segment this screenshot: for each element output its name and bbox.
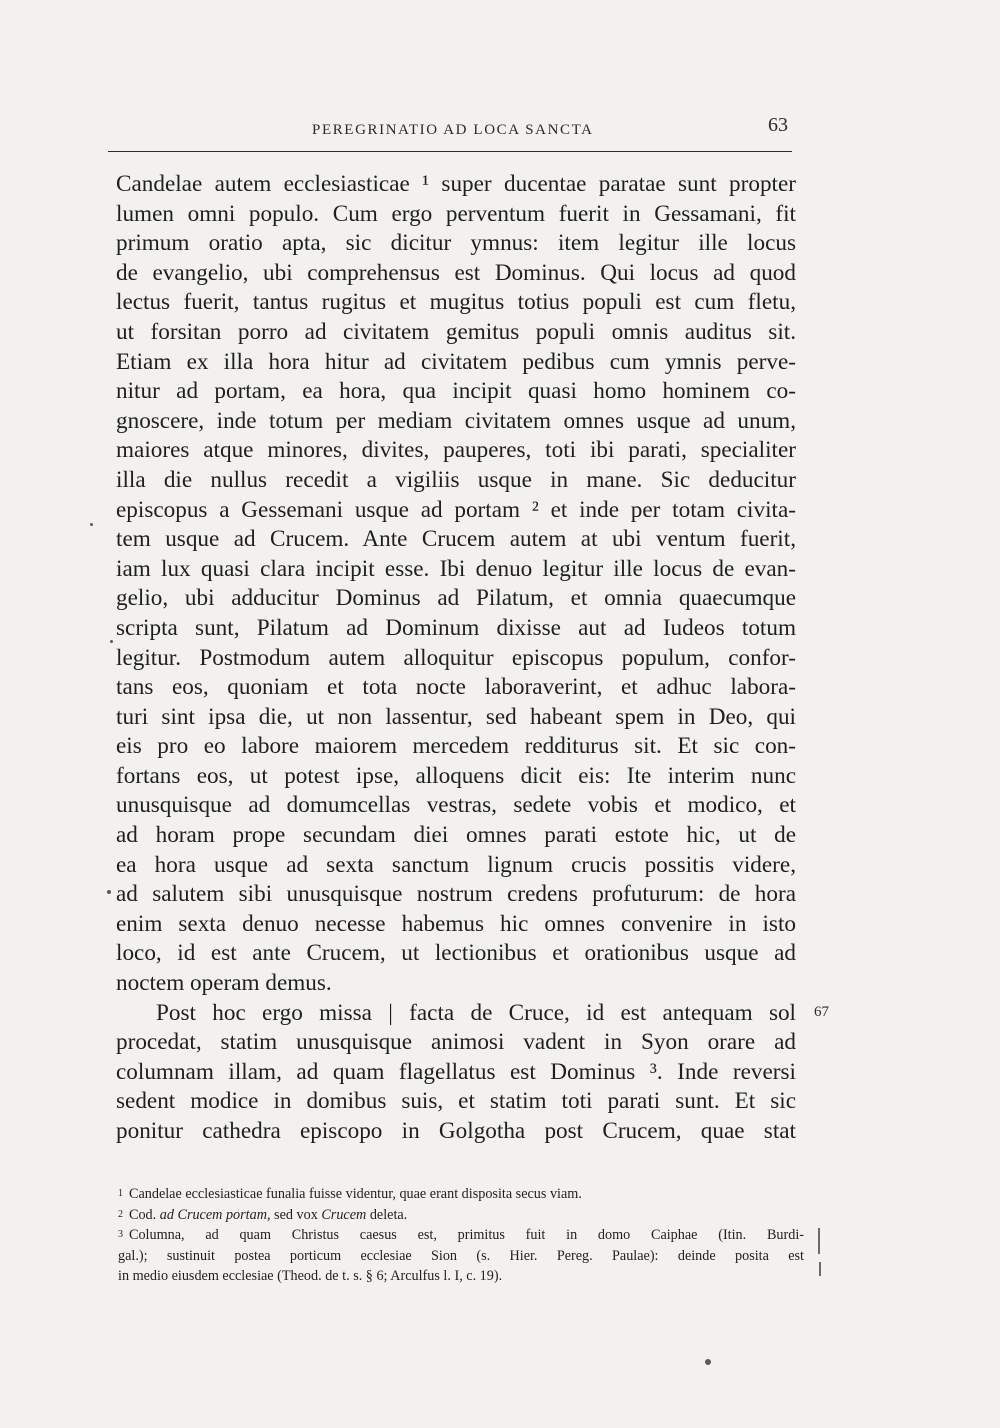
footnote-marker: 2 (118, 1208, 123, 1220)
text-line: columnam illam, ad quam flagellatus est Dominus ³. Inde reversi (116, 1058, 796, 1085)
margin-pencil-mark (818, 1228, 820, 1254)
page-number: 63 (768, 114, 788, 136)
text-line: enim sexta denuo necesse habemus hic omnes convenire in isto (116, 910, 796, 937)
footnote-2 (118, 1205, 804, 1226)
text-line: lumen omni populo. Cum ergo perventum fuerit in Gessamani, fit (116, 200, 796, 227)
text-line: episcopus a Gessemani usque ad portam ² et inde per totam civita- (116, 496, 796, 523)
text-line: iam lux quasi clara incipit esse. Ibi denuo legitur ille locus de evan- (116, 555, 796, 582)
footnote-text: Columna, ad quam Christus caesus est, primitus fuit in domo Caiphae (Itin. Burdi- (129, 1227, 804, 1243)
ink-speck (90, 523, 93, 526)
paragraph-end-line: noctem operam demus. (116, 970, 332, 997)
text-line: unusquisque ad domumcellas vestras, sedete vobis et modico, et (116, 792, 796, 819)
footnote-text: Candelae ecclesiasticae funalia fuisse videntur, quae erant disposita secus viam. (129, 1186, 582, 1202)
text-line: gnoscere, inde totum per mediam civitatem omnes usque ad unum, (116, 407, 796, 434)
text-line: ad horam prope secundam diei omnes parati estote hic, ut de (116, 822, 796, 849)
margin-pencil-mark (819, 1262, 821, 1276)
footnote-text: deleta. (369, 1206, 408, 1223)
footnote-1 (118, 1184, 804, 1205)
text-line: turi sint ipsa die, ut non lassentur, sed habeant spem in Deo, qui (116, 703, 796, 730)
margin-folio-number: 67 (814, 1004, 829, 1020)
text-line: loco, id est ante Crucem, ut lectionibus et orationibus usque ad (116, 940, 796, 967)
footnote-3-continuation: in medio eiusdem ecclesiae (Theod. de t. s. § 6; Arculfus l. I, c. 19). (118, 1268, 503, 1284)
footnote-italic: ad Crucem portam, (159, 1206, 271, 1223)
text-line: ut forsitan porro ad civitatem gemitus populi omnis auditus sit. (116, 318, 796, 345)
text-line: ponitur cathedra episcopo in Golgotha post Crucem, quae stat (116, 1118, 796, 1144)
text-line: maiores atque minores, divites, pauperes, toti ibi parati, specialiter (116, 437, 796, 464)
running-head: PEREGRINATIO AD LOCA SANCTA (312, 122, 594, 138)
footnote-text: sed vox (274, 1206, 318, 1223)
text-line: primum oratio apta, sic dicitur ymnus: item legitur ille locus (116, 230, 796, 257)
footnote-text: Cod. (129, 1206, 157, 1223)
header-rule (108, 151, 792, 152)
text-line: ea hora usque ad sexta sanctum lignum crucis possitis videre, (116, 851, 796, 878)
ink-speck (110, 640, 113, 643)
text-line: de evangelio, ubi comprehensus est Dominus. Qui locus ad quod (116, 259, 796, 286)
text-line: procedat, statim unusquisque animosi vadent in Syon orare ad (116, 1029, 796, 1056)
text-line: fortans eos, ut potest ipse, alloquens dicit eis: Ite interim nunc (116, 762, 796, 789)
text-line: gelio, ubi adducitur Dominus ad Pilatum, et omnia quaecumque (116, 585, 796, 612)
text-line: scripta sunt, Pilatum ad Dominum dixisse aut ad Iudeos totum (116, 614, 796, 641)
footnote-3-continuation: gal.); sustinuit postea porticum ecclesiae Sion (s. Hier. Pereg. Paulae): deinde posita est (118, 1247, 804, 1264)
footnote-marker: 3 (118, 1229, 123, 1240)
text-line: lectus fuerit, tantus rugitus et mugitus totius populi est cum fletu, (116, 289, 796, 316)
text-line: legitur. Postmodum autem alloquitur episcopus populum, confor- (116, 644, 796, 671)
text-line: Candelae autem ecclesiasticae ¹ super ducentae paratae sunt propter (116, 171, 796, 197)
footnotes (118, 1184, 804, 1287)
body-text (116, 170, 796, 1147)
footnote-3 (118, 1225, 804, 1246)
text-line: eis pro eo labore maiorem mercedem redditurus sit. Et sic con- (116, 733, 796, 760)
footnote-marker: 1 (118, 1188, 123, 1199)
text-line: Etiam ex illa hora hitur ad civitatem pedibus cum ymnis perve- (116, 348, 796, 375)
text-line: ad salutem sibi unusquisque nostrum credens profuturum: de hora (116, 881, 796, 908)
text-line: sedent modice in domibus suis, et statim toti parati sunt. Et sic (116, 1088, 796, 1115)
ink-speck (107, 890, 111, 894)
text-line: tans eos, quoniam et tota nocte laboraverint, et adhuc labora- (116, 674, 796, 701)
paragraph-start-line: Post hoc ergo missa | facta de Cruce, id est antequam sol (156, 999, 796, 1026)
text-line: nitur ad portam, ea hora, qua incipit quasi homo hominem co- (116, 378, 796, 405)
text-line: illa die nullus recedit a vigiliis usque in mane. Sic deducitur (116, 466, 796, 493)
text-line: tem usque ad Crucem. Ante Crucem autem at ubi ventum fuerit, (116, 526, 796, 553)
ink-speck (705, 1359, 711, 1365)
footnote-italic: Crucem (321, 1206, 367, 1223)
